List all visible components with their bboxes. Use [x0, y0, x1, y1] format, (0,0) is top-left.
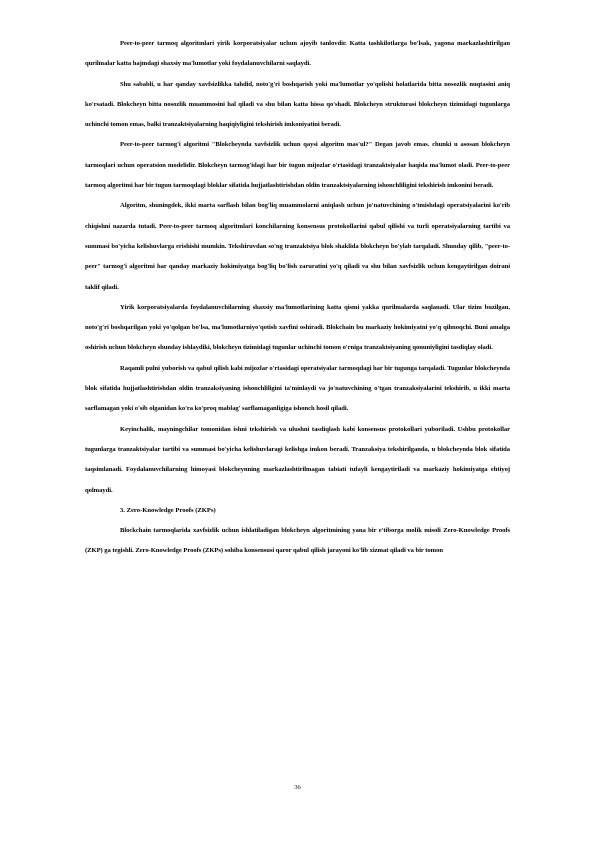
page-number: 36	[294, 784, 301, 791]
paragraph-7: Keyinchalik, mayningchilar tomonidan ishni tekshirish va ulushni tasdiqlash kabi konsensus protokollari yuboriladi. Ushbu protokollar tugunlarga tranzaktsiyalar tartibi va summasi bo'yicha kelishuvlaragi kelishga imkon beradi. Tranzaksiya tekshirilganda, u blokcheynda blok sifatida taqsimlanadi. Foydalanuvchilarning himoyasi blokcheynning markazlashtirilmagan tabiati tufayli kengaytiriladi va markaziy hokimiyatga ehtiyoj qolmaydi.	[85, 425, 510, 494]
document-page	[85, 34, 510, 562]
paragraph-4: Algoritm, shuningdek, ikki marta sarflash bilan bog'liq muammolarni aniqlash uchun jo'natuvchining o'tmishdagi operatsiyalarini ko'rib chiqishni nazarda tutadi. Peer-to-peer tarmoq algoritmlari konchilarning konsensus protokollarini qabul qilishi va turli operatsiyalarning tartibi va summasi bo'yicha kelishuvlarga erishishi mumkin. Tekshiruvdan so'ng tranzaktsiya blok shaklida blokcheyn bo'ylab tarqaladi. Shunday qilib, "peer-to-peer" tarmog'i algoritmi har qanday markaziy hokimiyatga bog'liq bo'lish zaruratini yo'q qiladi va shu bilan xavfsizlik uchun kengaytirilgan doirani taklif qiladi.	[85, 202, 510, 291]
paragraph-6: Raqamli pulni yuborish va qabul qilish kabi mijozlar o'rtasidagi operatsiyalar tarmoqdagi har bir tugunga tarqaladi. Tugunlar blokcheynda blok sifatida hujjatlashtirishdan oldin tranzaksiyaning ishonchliligini ta'minlaydi va jo'natuvchining o'tgan tranzaksiyalarini tekshirib, u ikki marta sarflamagan yoki o'sib olganidan ko'ra ko'proq mablag' sarflamaganligiga ishonch hosil qiladi.	[85, 364, 510, 413]
paragraph-8: Blockchain tarmoqlarida xavfsizlik uchun ishlatiladigan blokcheyn algoritmining yana bir e'tiborga molik misoli Zero-Knowledge Proofs (ZKP) ga tegishli. Zero-Knowledge Proofs (ZKPs) sohiba konsensusi qaror qabul qilish jarayoni ko'lib xizmat qiladi va bir tomon	[85, 527, 510, 555]
paragraph-5: Yirik korporatsiyalarda foydalanuvchilarning shaxsiy ma'lumotlarining katta qismi yakka qurilmalarda saqlanadi. Ular tizim buzilgan, noto'g'ri boshqarilgan yoki yo'qolgan bo'lsa, ma'lumotlarniyo'qotish xavfini oshiradi. Blokchain bu markaziy hokimiyatni yo'q qilmoqchi. Buni amalga oshirish uchun blokcheyn shunday ishlaydiki, blokcheyn tizimidagi tugunlar uchinchi tomon o'rniga tranzaktsiyaning qonuniyligini tasdiqlay oladi.	[85, 303, 510, 352]
paragraph-2: Shu sababli, u har qanday xavfsizlikka tahdid, noto'g'ri boshqarish yoki ma'lumotlar yo'qolishi holatlarida bitta nosozlik nuqtasini aniq ko'rsatadi. Blokcheyn bitta nosozlik muammosini hal qiladi va shu bilan katta hissa qo'shadi. Blokcheyn strukturasi blokcheyn tizimidagi tugunlarga uchinchi tomon emas, balki tranzaktsiyalarning haqiqiyligini tekshirish imkoniyatini beradi.	[85, 80, 510, 129]
paragraph-1: Peer-to-peer tarmoq algoritmlari yirik korporatsiyalar uchun ajoyib tanlovdir. Katta tashkilotlarga bo'lsak, yagona markazlashtirilgan qurilmalar katta hajmdagi shaxsiy ma'lumotlar yoki foydalanuvchilarni saqlaydi.	[85, 40, 510, 68]
paragraph-3: Peer-to-peer tarmog'i algoritmi "Blokcheynda xavfsizlik uchun qaysi algoritm mas'ul?" Degan javob emas. chunki u asosan blokcheyn tarmoqlari uchun operatsion modelidir. Blokcheyn tarmog'idagi har bir tugun mijozlar o'rtasidagi tranzaktsiyalar haqida ma'lumot oladi. Peer-to-peer tarmoq algoritmi har bir tugun tarmoqdagi bloklar sifatida hujjatlashtirishdan oldin tranzaktsiyalarning ishonchliligini tekshirish imkonini beradi.	[85, 141, 510, 190]
section-heading: 3. Zero-Knowledge Proofs (ZKPs)	[120, 506, 216, 514]
